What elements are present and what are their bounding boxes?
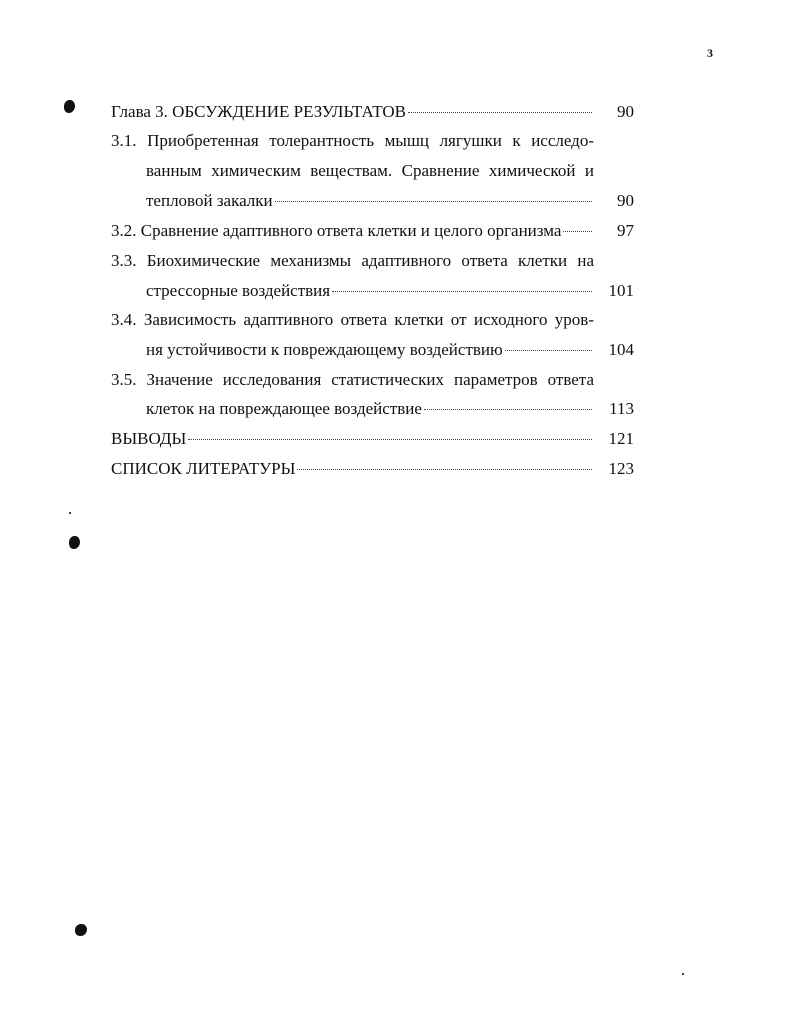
toc-entry-page: 97: [617, 221, 634, 240]
toc-entry-page: 90: [617, 102, 634, 121]
leader-dots: [297, 455, 592, 470]
toc-entry-label: ВЫВОДЫ: [111, 429, 187, 448]
leader-dots: [424, 395, 592, 410]
toc-entry-label: 3.2. Сравнение адаптивного ответа клетки и целого организма: [111, 221, 562, 240]
toc-entry-label: тепловой закалки: [146, 191, 273, 210]
toc-entry-page: 101: [608, 281, 634, 300]
toc-entry-label: СПИСОК ЛИТЕРАТУРЫ: [111, 459, 296, 478]
toc-entry-3-4-line-1: 3.4. Зависимость адаптивного ответа клетки от исходного уров-: [111, 310, 594, 329]
toc-entry-page: 104: [608, 340, 634, 359]
toc-entry-references: [111, 458, 634, 480]
leader-dots: [505, 336, 592, 351]
page-number: 3: [707, 46, 713, 60]
toc-entry-3-4-line-2: [146, 339, 634, 361]
toc-entry-3-1-line-2: ванным химическим веществам. Сравнение химической и: [146, 161, 594, 180]
toc-entry-3-3-line-1: 3.3. Биохимические механизмы адаптивного ответа клетки на: [111, 251, 594, 270]
toc-entry-3-5-line-1: 3.5. Значение исследования статистических параметров ответа: [111, 370, 594, 389]
toc-entry-page: 90: [617, 191, 634, 210]
toc-entry-page: 121: [608, 429, 634, 448]
leader-dots: [332, 277, 592, 292]
leader-dots: [563, 217, 592, 232]
toc-entry-page: 123: [608, 459, 634, 478]
leader-dots: [275, 187, 592, 202]
leader-dots: [188, 425, 592, 440]
toc-entry-3-3-line-2: [146, 280, 634, 302]
toc-entry-page: 113: [609, 399, 634, 418]
toc-entry-label: ня устойчивости к повреждающему воздействию: [146, 340, 503, 359]
toc-entry-conclusions: [111, 428, 634, 450]
toc-entry-label: стрессорные воздействия: [146, 281, 331, 300]
toc-entry-3-5-line-2: [146, 398, 634, 420]
toc-entry-3-1-line-3: [146, 190, 634, 212]
toc-entry-3-1-line-1: 3.1. Приобретенная толерантность мышц лягушки к исследо-: [111, 131, 594, 150]
toc-entry-chapter-3: [111, 101, 634, 123]
toc-entry-3-2: [111, 220, 634, 242]
leader-dots: [408, 98, 592, 113]
toc-entry-label: клеток на повреждающее воздействие: [146, 399, 422, 418]
toc-entry-label: Глава 3. ОБСУЖДЕНИЕ РЕЗУЛЬТАТОВ: [111, 102, 407, 121]
